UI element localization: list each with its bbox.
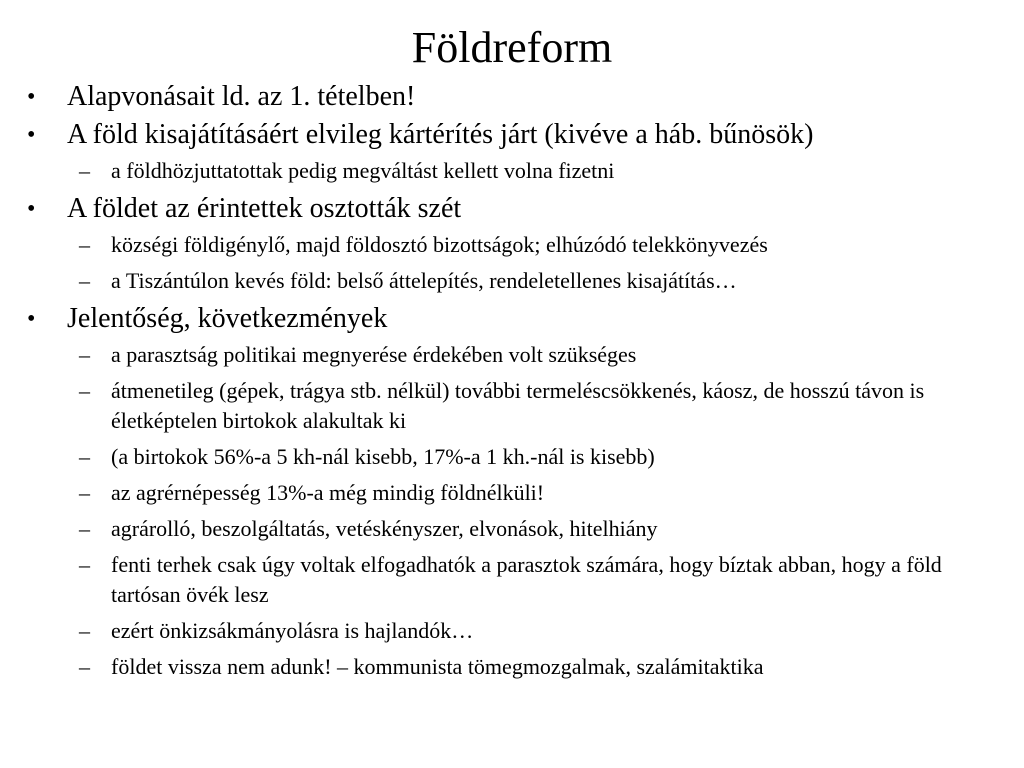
dash-icon: – [79,654,90,679]
sub-bullet-text: földet vissza nem adunk! – kommunista tömegmozgalmak, szalámitaktika [111,654,764,679]
dash-icon: – [79,342,90,367]
sub-bullet-item [0,652,1024,682]
bullet-text: A földet az érintettek osztották szét [67,193,462,224]
bullet-text: A föld kisajátításáért elvileg kártérítés járt (kivéve a háb. bűnösök) [67,119,814,150]
sub-bullet-item [0,514,1024,544]
sub-bullet-text: a Tiszántúlon kevés föld: belső áttelepítés, rendeletellenes kisajátítás… [111,268,737,293]
sub-bullet-text: fenti terhek csak úgy voltak elfogadhatók a parasztok számára, hogy bíztak abban, hogy a föld tartósan övék lesz [111,552,942,607]
sub-bullet-item [0,230,1024,260]
bullet-icon: • [27,306,36,332]
dash-icon: – [79,158,90,183]
bullet-item [0,302,1024,340]
sub-bullet-text: községi földigénylő, majd földosztó bizottságok; elhúzódó telekkönyvezés [111,232,768,257]
sub-bullet-item [0,340,1024,370]
dash-icon: – [79,618,90,643]
sub-bullet-item [0,442,1024,472]
bullet-item [0,192,1024,230]
bullet-icon: • [27,84,36,110]
dash-icon: – [79,378,90,403]
bullet-text: Jelentőség, következmények [67,303,388,334]
sub-bullet-text: a parasztság politikai megnyerése érdekében volt szükséges [111,342,637,367]
bullet-icon: • [27,196,36,222]
sub-bullet-text: ezért önkizsákmányolásra is hajlandók… [111,618,474,643]
sub-bullet-item [0,266,1024,296]
bullet-text: Alapvonásait ld. az 1. tételben! [67,81,416,112]
dash-icon: – [79,444,90,469]
sub-bullet-text: a földhözjuttatottak pedig megváltást kellett volna fizetni [111,158,615,183]
bullet-icon: • [27,122,36,148]
dash-icon: – [79,268,90,293]
dash-icon: – [79,516,90,541]
sub-bullet-text: átmenetileg (gépek, trágya stb. nélkül) további termeléscsökkenés, káosz, de hosszú távon is életképtelen birtokok alakultak ki [111,378,925,433]
sub-bullet-item [0,376,1024,436]
sub-bullet-item [0,156,1024,186]
sub-bullet-item [0,616,1024,646]
sub-bullet-text: (a birtokok 56%-a 5 kh-nál kisebb, 17%-a 1 kh.-nál is kisebb) [111,444,655,469]
slide-content [0,80,1024,688]
dash-icon: – [79,480,90,505]
bullet-item [0,118,1024,156]
bullet-item [0,80,1024,118]
slide-title: Földreform [411,23,613,72]
sub-bullet-text: agrárolló, beszolgáltatás, vetéskényszer, elvonások, hitelhiány [111,516,658,541]
dash-icon: – [79,552,90,577]
sub-bullet-item [0,478,1024,508]
dash-icon: – [79,232,90,257]
sub-bullet-item [0,550,1024,610]
sub-bullet-text: az agrérnépesség 13%-a még mindig földnélküli! [111,480,545,505]
